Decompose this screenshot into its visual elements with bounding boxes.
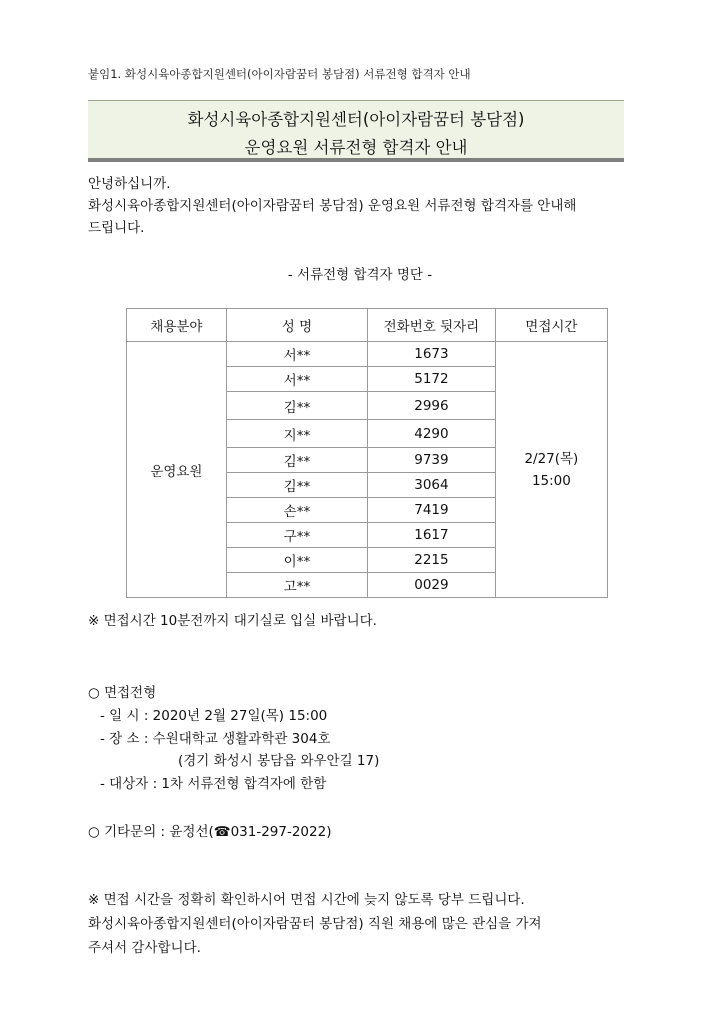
header-name: 성 명: [226, 309, 367, 342]
title-line-1: 화성시육아종합지원센터(아이자람꿈터 봉담점): [187, 110, 525, 129]
phone-cell: 3064: [368, 473, 496, 498]
attachment-label: 붙임1. 화성시육아종합지원센터(아이자람꿈터 봉담점) 서류전형 합격자 안내: [88, 67, 471, 81]
name-cell: 김**: [226, 392, 367, 420]
name-cell: 서**: [226, 367, 367, 392]
phone-cell: 1673: [368, 342, 496, 367]
interview-heading: ○ 면접전형: [88, 685, 157, 701]
closing-line-2: 화성시육아종합지원센터(아이자람꿈터 봉담점) 직원 채용에 많은 관심을 가져: [88, 916, 542, 932]
interview-target-line: - 대상자 : 1차 서류전형 합격자에 한함: [100, 776, 327, 792]
intro-greeting: 안녕하십니까.: [88, 176, 171, 192]
name-cell: 손**: [226, 498, 367, 523]
closing-line-3: 주셔서 감사합니다.: [88, 940, 201, 956]
title-line-2: 운영요원 서류전형 합격자 안내: [244, 138, 468, 157]
interview-date-line: - 일 시 : 2020년 2월 27일(목) 15:00: [100, 708, 328, 724]
waiting-note: ※ 면접시간 10분전까지 대기실로 입실 바랍니다.: [88, 613, 377, 629]
phone-cell: 2215: [368, 548, 496, 573]
table-row: [127, 342, 608, 367]
name-cell: 이**: [226, 548, 367, 573]
phone-cell: 1617: [368, 523, 496, 548]
name-cell: 김**: [226, 473, 367, 498]
contact-line: ○ 기타문의 : 윤정선(☎031-297-2022): [88, 824, 332, 840]
name-cell: 김**: [226, 448, 367, 473]
name-cell: 구**: [226, 523, 367, 548]
header-phone: 전화번호 뒷자리: [368, 309, 496, 342]
closing-line-1: ※ 면접 시간을 정확히 확인하시어 면접 시간에 늦지 않도록 당부 드립니다.: [88, 892, 525, 908]
phone-cell: 5172: [368, 367, 496, 392]
phone-cell: 7419: [368, 498, 496, 523]
phone-cell: 4290: [368, 420, 496, 448]
intro-line-2: 드립니다.: [88, 220, 145, 236]
name-cell: 지**: [226, 420, 367, 448]
header-interview-time: 면접시간: [495, 309, 607, 342]
phone-cell: 9739: [368, 448, 496, 473]
interview-date: 2/27(목): [524, 450, 579, 467]
name-cell: 고**: [226, 573, 367, 598]
phone-cell: 0029: [368, 573, 496, 598]
interview-hour: 15:00: [531, 472, 571, 489]
name-cell: 서**: [226, 342, 367, 367]
title-box: [88, 100, 624, 162]
interview-time-cell: [495, 342, 607, 598]
interview-address-line: (경기 화성시 봉담읍 와우안길 17): [178, 753, 380, 769]
field-cell: 운영요원: [127, 342, 227, 598]
interview-place-line: - 장 소 : 수원대학교 생활과학관 304호: [100, 731, 331, 747]
phone-cell: 2996: [368, 392, 496, 420]
header-field: 채용분야: [127, 309, 227, 342]
list-title: - 서류전형 합격자 명단 -: [287, 267, 433, 283]
roster-table: [126, 308, 608, 598]
table-header-row: [127, 309, 608, 342]
intro-line-1: 화성시육아종합지원센터(아이자람꿈터 봉담점) 운영요원 서류전형 합격자를 안내해: [88, 198, 577, 214]
